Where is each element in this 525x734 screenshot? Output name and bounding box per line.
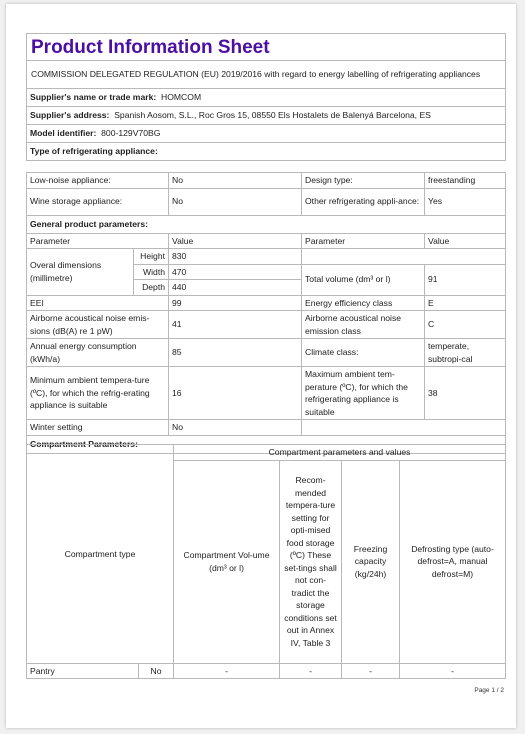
max-temp-value: 38 xyxy=(425,367,506,420)
col-parameter-right: Parameter xyxy=(302,233,425,249)
dimensions-label: Overal dimensions (millimetre) xyxy=(27,249,134,296)
climate-class-value: temperate, subtropi-cal xyxy=(425,339,506,367)
height-label: Height xyxy=(134,249,169,265)
height-value: 830 xyxy=(169,249,302,265)
total-volume-value: 91 xyxy=(425,264,506,295)
compartment-table xyxy=(26,444,506,679)
pantry-temp: - xyxy=(280,663,342,679)
blank-cell xyxy=(302,249,506,265)
general-heading: General product parameters: xyxy=(27,215,506,233)
compartment-group-header: Compartment parameters and values xyxy=(174,445,506,461)
model-row xyxy=(27,125,506,143)
winter-setting-value: No xyxy=(169,420,302,436)
low-noise-value: No xyxy=(169,173,302,189)
col-parameter-left: Parameter xyxy=(27,233,169,249)
max-temp-label: Maximum ambient tem-perature (ºC), for which the refrigerating appliance is suitable xyxy=(302,367,425,420)
energy-class-value: E xyxy=(425,295,506,311)
noise-class-label: Airborne acoustical noise emission class xyxy=(302,311,425,339)
supplier-address-label: Supplier's address: xyxy=(30,110,110,121)
depth-label: Depth xyxy=(134,280,169,296)
header-table xyxy=(26,33,506,161)
pantry-freezing: - xyxy=(342,663,400,679)
supplier-name-label: Supplier's name or trade mark: xyxy=(30,92,157,103)
appliance-type-heading: Type of refrigerating appliance: xyxy=(27,143,506,161)
depth-value: 440 xyxy=(169,280,302,296)
parameters-table xyxy=(26,172,506,454)
col-value-right: Value xyxy=(425,233,506,249)
freezing-capacity-header: Freezing capacity (kg/24h) xyxy=(342,460,400,663)
recommended-temp-header: Recom-mended tempera-ture setting for opti-mised food storage (ºC) These set-tings shall not con-tradict the storage conditions set out in Annex IV, Table 3 xyxy=(280,460,342,663)
energy-class-label: Energy efficiency class xyxy=(302,295,425,311)
page-number: Page 1 / 2 xyxy=(474,687,504,694)
low-noise-label: Low-noise appliance: xyxy=(27,173,169,189)
width-label: Width xyxy=(134,264,169,280)
document-page xyxy=(6,4,516,728)
supplier-address-value: Spanish Aosom, S.L., Roc Gros 15, 08550 Els Hostalets de Balenyá Barcelona, ES xyxy=(114,110,431,121)
pantry-label: Pantry xyxy=(27,663,139,679)
blank-cell xyxy=(302,420,506,436)
supplier-name-value: HOMCOM xyxy=(161,92,202,103)
col-value-left: Value xyxy=(169,233,302,249)
model-label: Model identifier: xyxy=(30,128,97,139)
noise-emissions-label: Airborne acoustical noise emis-sions (dB(A) re 1 pW) xyxy=(27,311,169,339)
table-row xyxy=(27,663,506,679)
total-volume-label: Total volume (dm³ or l) xyxy=(302,264,425,295)
model-value: 800-129V70BG xyxy=(101,128,161,139)
pantry-defrost: - xyxy=(400,663,506,679)
defrosting-type-header: Defrosting type (auto-defrost=A, manual defrost=M) xyxy=(400,460,506,663)
eei-label: EEI xyxy=(27,295,169,311)
wine-storage-value: No xyxy=(169,188,302,215)
min-temp-value: 16 xyxy=(169,367,302,420)
noise-class-value: C xyxy=(425,311,506,339)
other-appliance-value: Yes xyxy=(425,188,506,215)
design-type-value: freestanding xyxy=(425,173,506,189)
pantry-volume: - xyxy=(174,663,280,679)
winter-setting-label: Winter setting xyxy=(27,420,169,436)
design-type-label: Design type: xyxy=(302,173,425,189)
other-appliance-label: Other refrigerating appli-ance: xyxy=(302,188,425,215)
compartment-heading: Compartment Parameters: xyxy=(27,435,506,453)
supplier-name-row xyxy=(27,89,506,107)
regulation-text: COMMISSION DELEGATED REGULATION (EU) 2019/2016 with regard to energy labelling of refrigerating appliances xyxy=(27,61,506,89)
annual-energy-value: 85 xyxy=(169,339,302,367)
min-temp-label: Minimum ambient tempera-ture (ºC), for which the refrig-erating appliance is suitable xyxy=(27,367,169,420)
width-value: 470 xyxy=(169,264,302,280)
eei-value: 99 xyxy=(169,295,302,311)
noise-emissions-value: 41 xyxy=(169,311,302,339)
wine-storage-label: Wine storage appliance: xyxy=(27,188,169,215)
compartment-type-header: Compartment type xyxy=(27,445,174,664)
annual-energy-label: Annual energy consumption (kWh/a) xyxy=(27,339,169,367)
climate-class-label: Climate class: xyxy=(302,339,425,367)
page-title: Product Information Sheet xyxy=(27,34,506,61)
pantry-present: No xyxy=(139,663,174,679)
compartment-volume-header: Compartment Vol-ume (dm³ or l) xyxy=(174,460,280,663)
supplier-address-row xyxy=(27,107,506,125)
